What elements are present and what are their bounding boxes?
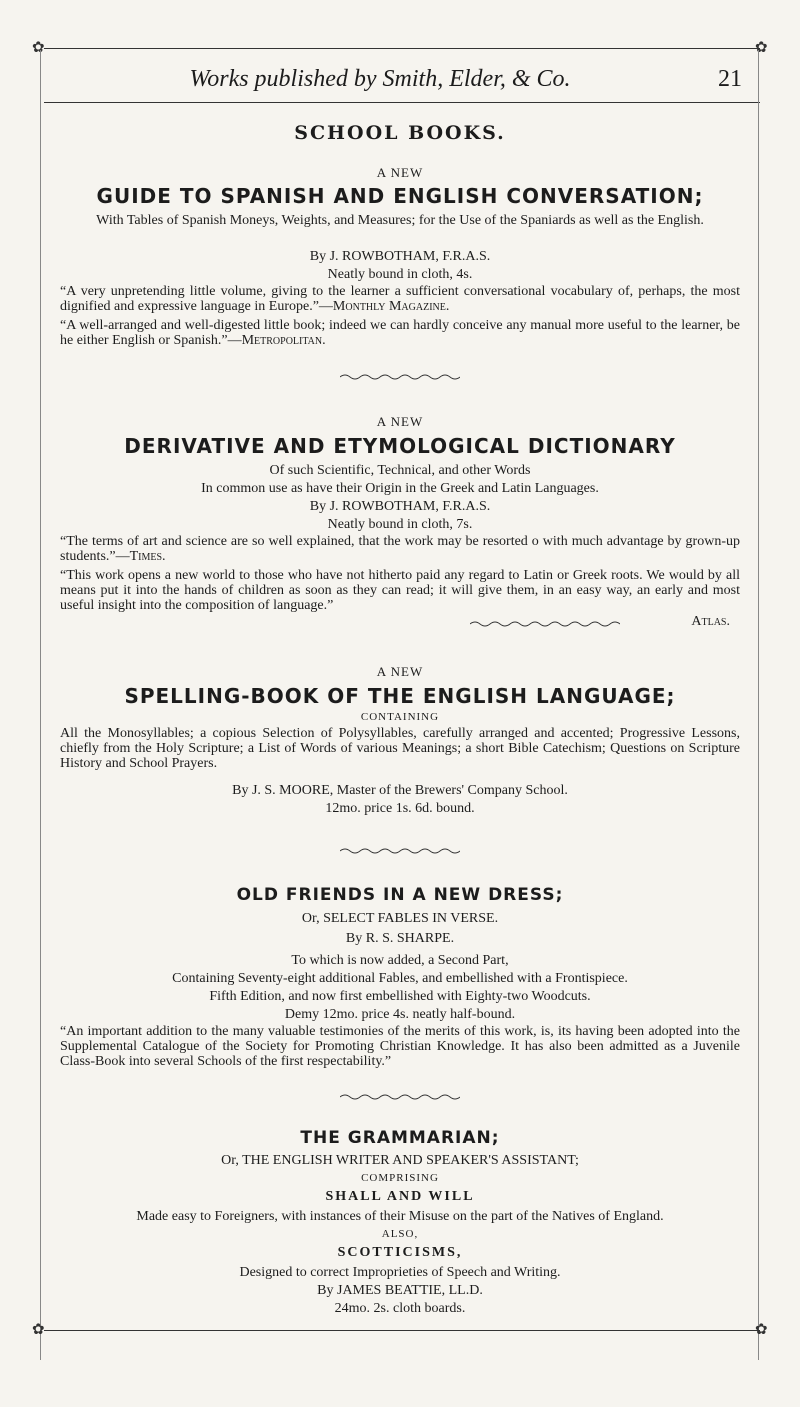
wavy-divider-2 [340,847,460,855]
bottom-rule [44,1330,760,1331]
entry4-title: OLD FRIENDS IN A NEW DRESS; [236,885,564,905]
entry1-subtitle: With Tables of Spanish Moneys, Weights, and Measures; for the Use of the Spaniards as well as the English. [96,213,704,228]
page-number: 21 [718,66,742,92]
entry2-review1-text: “The terms of art and science are so well explained, that the work may be resorted o with much advantage by grown-up students.”— [60,534,740,564]
running-title: Works published by Smith, Elder, & Co. [189,66,571,92]
entry2-label: A NEW [376,414,424,429]
top-rule [44,48,760,49]
entry3-title: SPELLING-BOOK OF THE ENGLISH LANGUAGE; [124,684,676,708]
section-heading: SCHOOL BOOKS. [294,122,506,144]
entry1-label: A NEW [376,165,424,180]
entry5-item1: SHALL AND WILL [325,1189,475,1204]
entry1-review2 [60,318,740,348]
wavy-divider-atlas [470,620,620,628]
entry3-description: All the Monosyllables; a copious Selection of Polysyllables, carefully arranged and accented; Progressive Lessons, chiefly from the Holy Scripture; a List of Words of various Meanings; a short Bible Catechism; Questions on Scripture History and School Prayers. [60,726,740,771]
entry3-label: A NEW [376,664,424,679]
entry1-review2-source: Metropolitan. [241,333,326,348]
entry2-author: By J. ROWBOTHAM, F.R.A.S. [309,499,491,514]
entry2-subtitle1: Of such Scientific, Technical, and other Words [269,463,531,478]
entry2-review2 [60,568,740,613]
entry4-line1: To which is now added, a Second Part, [291,953,509,968]
entry5-title: THE GRAMMARIAN; [300,1128,500,1148]
entry1-author: By J. ROWBOTHAM, F.R.A.S. [309,249,491,264]
entry2-title: DERIVATIVE AND ETYMOLOGICAL DICTIONARY [124,434,676,458]
entry3-containing: CONTAINING [360,711,440,723]
entry2-subtitle2: In common use as have their Origin in the Greek and Latin Languages. [201,481,599,496]
entry2-binding: Neatly bound in cloth, 7s. [327,517,473,532]
entry5-author: By JAMES BEATTIE, LL.D. [317,1283,483,1298]
entry1-binding: Neatly bound in cloth, 4s. [327,267,473,282]
entry1-review1 [60,284,740,314]
entry3-author: By J. S. MOORE, Master of the Brewers' Company School. [232,783,568,798]
wavy-divider-1 [340,373,460,381]
header-rule [44,102,760,103]
entry4-review: “An important addition to the many valuable testimonies of the merits of this work, is, its having been adopted into the Supplemental Catalogue of the Society for Promoting Christian Knowledge. It has also been admitted as a Juvenile Class-Book into several Schools of the first respectability.” [60,1024,740,1069]
entry4-line3: Fifth Edition, and now first embellished with Eighty-two Woodcuts. [209,989,591,1004]
entry1-title: GUIDE TO SPANISH AND ENGLISH CONVERSATION; [96,184,704,208]
entry1-review1-source: Monthly Magazine. [332,299,450,314]
entry1-review1-text: “A very unpretending little volume, giving to the learner a sufficient conversational vocabulary of, perhaps, the most dignified and expressive language in Europe.”— [60,284,740,314]
entry2-review1 [60,534,740,564]
entry5-item1-desc: Made easy to Foreigners, with instances of their Misuse on the part of the Natives of England. [136,1209,664,1224]
entry5-price: 24mo. 2s. cloth boards. [334,1301,466,1316]
entry1-review2-text: “A well-arranged and well-digested little book; indeed we can hardly conceive any manual more useful to the learner, be he either English or Spanish.”— [60,318,740,348]
entry3-price: 12mo. price 1s. 6d. bound. [325,801,475,816]
entry5-item2-desc: Designed to correct Improprieties of Speech and Writing. [239,1265,561,1280]
entry4-line2: Containing Seventy-eight additional Fables, and embellished with a Frontispiece. [172,971,628,986]
entry4-author: By R. S. SHARPE. [345,931,455,946]
entry2-review2-text: “This work opens a new world to those who have not hitherto paid any regard to Latin or Greek roots. We would by all means put it into the hands of children as soon as they can read; it will give them, in an easy way, an early and most useful insight into the composition of language.” [60,568,740,613]
entry4-subtitle: Or, SELECT FABLES IN VERSE. [301,911,499,926]
entry5-subtitle: Or, THE ENGLISH WRITER AND SPEAKER'S ASSISTANT; [221,1153,579,1168]
flourish-ornament-bottom-left: ✿ [32,1322,45,1338]
entry5-also: ALSO, [381,1228,419,1240]
wavy-divider-3 [340,1093,460,1101]
entry2-review1-source: Times. [129,549,166,564]
entry2-review2-source: Atlas. [691,614,730,629]
flourish-ornament-bottom-right: ✿ [755,1322,768,1338]
flourish-ornament-right: ✿ [755,40,768,56]
entry5-item2: SCOTTICISMS, [337,1245,463,1260]
entry4-price: Demy 12mo. price 4s. neatly half-bound. [284,1007,516,1022]
flourish-ornament-left: ✿ [32,40,45,56]
entry5-comprising: COMPRISING [361,1172,439,1184]
